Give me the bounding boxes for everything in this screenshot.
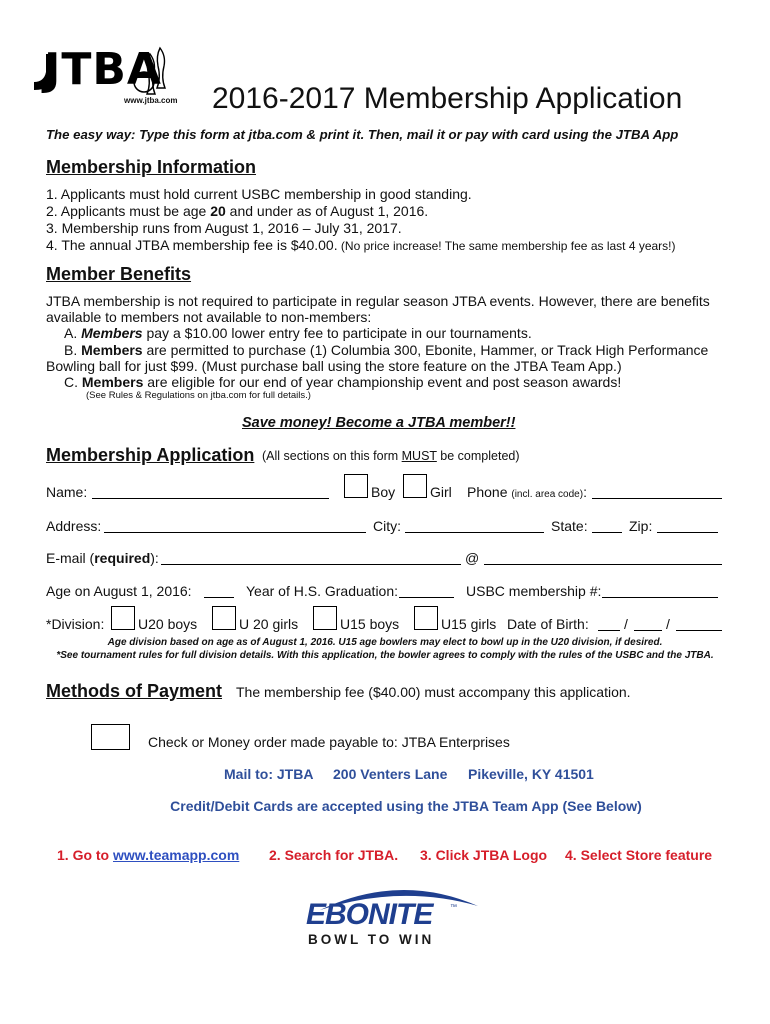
info-item-4-main: 4. The annual JTBA membership fee is $40.00. xyxy=(46,237,338,253)
page-title: 2016-2017 Membership Application xyxy=(212,82,683,115)
info-item-1: 1. Applicants must hold current USBC membership in good standing. xyxy=(46,186,472,202)
mail-street: 200 Venters Lane xyxy=(333,766,448,782)
save-money-banner: Save money! Become a JTBA member!! xyxy=(242,415,516,431)
benefit-c-text: are eligible for our end of year championship event and post season awards! xyxy=(143,374,622,390)
step-1-text: 1. Go to xyxy=(57,847,113,863)
logo-url: www.jtba.com xyxy=(124,96,178,105)
benefit-a-letter: A. xyxy=(64,325,82,341)
zip-field[interactable] xyxy=(657,517,718,533)
step-4: 4. Select Store feature xyxy=(565,847,713,863)
boy-label: Boy xyxy=(371,484,396,500)
mail-city: Pikeville, KY 41501 xyxy=(468,766,594,782)
address-label: Address: xyxy=(46,518,102,534)
membership-info-heading: Membership Information xyxy=(46,157,257,177)
email-label-post: ): xyxy=(150,550,159,566)
email-label-required: required xyxy=(94,550,151,566)
u20-girls-checkbox[interactable] xyxy=(212,606,236,630)
easy-way-note: The easy way: Type this form at jtba.com & print it. Then, mail it or pay with card using the JTBA App xyxy=(46,127,679,142)
requirement-pre: (All sections on this form xyxy=(262,449,402,463)
email-domain-field[interactable] xyxy=(484,549,722,565)
city-field[interactable] xyxy=(405,517,544,533)
logo-text: JTBA xyxy=(44,44,162,95)
u15-girls-checkbox[interactable] xyxy=(414,606,438,630)
dob-label: Date of Birth: xyxy=(507,616,589,632)
requirement-must: MUST xyxy=(401,449,437,463)
dob-year-field[interactable] xyxy=(676,615,722,631)
age-label: Age on August 1, 2016: xyxy=(46,583,192,599)
name-field[interactable] xyxy=(92,483,329,499)
state-field[interactable] xyxy=(592,517,622,533)
benefit-b-text: are permitted to purchase (1) Columbia 300, Ebonite, Hammer, or Track High Performance xyxy=(142,342,709,358)
ebonite-brand: EBONITE xyxy=(306,898,433,931)
teamapp-link[interactable]: www.teamapp.com xyxy=(113,847,240,863)
info-item-2-age: 20 xyxy=(210,203,226,219)
benefits-intro-2: available to members not available to non-members: xyxy=(46,309,372,325)
step-1 xyxy=(57,847,239,863)
zip-label: Zip: xyxy=(629,518,653,534)
u20-boys-label: U20 boys xyxy=(138,616,198,632)
graduation-label: Year of H.S. Graduation: xyxy=(246,583,399,599)
benefit-c-letter: C. xyxy=(64,374,82,390)
step-3: 3. Click JTBA Logo xyxy=(420,847,548,863)
boy-checkbox[interactable] xyxy=(344,474,368,498)
ebonite-tagline: BOWL TO WIN xyxy=(308,932,435,947)
u15-boys-checkbox[interactable] xyxy=(313,606,337,630)
phone-label-small: (incl. area code) xyxy=(511,489,584,500)
girl-label: Girl xyxy=(430,484,452,500)
check-payment-checkbox[interactable] xyxy=(91,724,130,750)
application-requirement-note xyxy=(262,449,520,463)
benefit-c xyxy=(64,374,621,390)
dob-separator-2: / xyxy=(666,616,670,632)
email-label xyxy=(46,550,159,566)
info-item-4 xyxy=(46,237,676,253)
jtba-logo xyxy=(32,44,177,110)
phone-label xyxy=(467,484,587,500)
city-label: City: xyxy=(373,518,401,534)
info-item-2-post: and under as of August 1, 2016. xyxy=(225,203,429,219)
check-payment-label: Check or Money order made payable to: JTBA Enterprises xyxy=(148,734,510,750)
usbc-field[interactable] xyxy=(602,582,718,598)
phone-label-text: Phone xyxy=(467,484,508,500)
benefit-b xyxy=(64,342,708,358)
state-label: State: xyxy=(551,518,588,534)
dob-month-field[interactable] xyxy=(598,615,620,631)
step-2: 2. Search for JTBA. xyxy=(269,847,399,863)
benefit-b-letter: B. xyxy=(64,342,82,358)
requirement-post: be completed) xyxy=(436,449,520,463)
mail-to-label: Mail to: JTBA xyxy=(224,766,314,782)
benefits-intro-1: JTBA membership is not required to participate in regular season JTBA events. However, there are benefits xyxy=(46,293,710,309)
info-item-4-small: (No price increase! The same membership fee as last 4 years!) xyxy=(337,239,676,253)
benefit-b-line2: Bowling ball for just $99. (Must purchase ball using the store feature on the JTBA Team App.) xyxy=(46,358,622,374)
u15-girls-label: U15 girls xyxy=(441,616,497,632)
benefit-c-bold: Members xyxy=(81,374,144,390)
usbc-label: USBC membership #: xyxy=(466,583,602,599)
info-item-3: 3. Membership runs from August 1, 2016 – July 31, 2017. xyxy=(46,220,402,236)
division-note-1: Age division based on age as of August 1, 2016. U15 age bowlers may elect to bowl up in the U20 division, if desired. xyxy=(107,637,663,648)
ebonite-trademark: ™ xyxy=(450,904,457,911)
see-rules-note: (See Rules & Regulations on jtba.com for full details.) xyxy=(86,390,311,401)
phone-label-colon: : xyxy=(583,484,587,500)
ebonite-logo xyxy=(300,880,490,952)
benefit-a-text: pay a $10.00 lower entry fee to participate in our tournaments. xyxy=(142,325,532,341)
benefit-a xyxy=(64,325,532,341)
girl-checkbox[interactable] xyxy=(403,474,427,498)
phone-field[interactable] xyxy=(592,483,722,499)
graduation-field[interactable] xyxy=(399,582,454,598)
age-field[interactable] xyxy=(204,582,234,598)
fee-note: The membership fee ($40.00) must accompany this application. xyxy=(236,684,631,700)
benefit-b-bold: Members xyxy=(81,342,143,358)
member-benefits-heading: Member Benefits xyxy=(46,264,192,284)
u15-boys-label: U15 boys xyxy=(340,616,400,632)
division-note-2: *See tournament rules for full division details. With this application, the bowler agrees to comply with the rules of the USBC and the JTBA. xyxy=(56,650,714,661)
address-field[interactable] xyxy=(104,517,366,533)
u20-boys-checkbox[interactable] xyxy=(111,606,135,630)
methods-of-payment-heading: Methods of Payment xyxy=(46,681,223,701)
division-label: *Division: xyxy=(46,616,105,632)
email-at-symbol: @ xyxy=(465,550,480,566)
membership-application-heading: Membership Application xyxy=(46,445,255,465)
dob-separator-1: / xyxy=(624,616,628,632)
dob-day-field[interactable] xyxy=(634,615,662,631)
u20-girls-label: U 20 girls xyxy=(239,616,299,632)
info-item-2-pre: 2. Applicants must be age xyxy=(46,203,211,219)
credit-card-note: Credit/Debit Cards are accepted using the JTBA Team App (See Below) xyxy=(170,798,642,814)
info-item-2 xyxy=(46,203,428,219)
email-user-field[interactable] xyxy=(161,549,461,565)
email-label-pre: E-mail ( xyxy=(46,550,95,566)
name-label: Name: xyxy=(46,484,88,500)
benefit-a-bold: Members xyxy=(81,325,143,341)
